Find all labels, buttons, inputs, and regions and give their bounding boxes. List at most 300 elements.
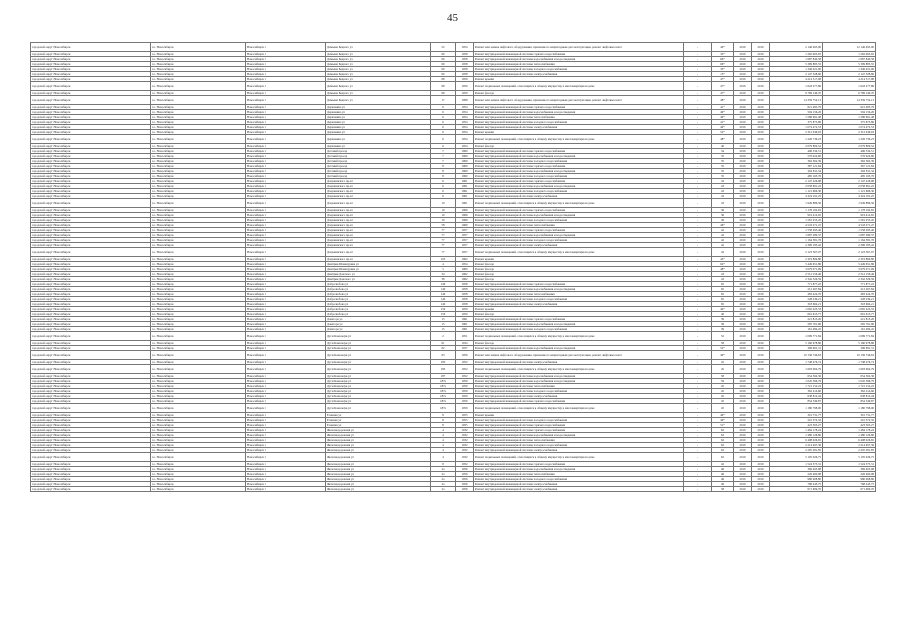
house-number-cell: 60 <box>431 72 456 77</box>
total-cost-cell: 221 815,20 <box>823 317 876 322</box>
plan-start-cell: 2019 <box>734 57 752 62</box>
cost-cell: 2 396 183,42 <box>770 243 823 248</box>
work-type-cell: Ремонт внутридомовой инженерной системы горячего водоснабжения <box>474 208 684 213</box>
plan-end-cell: 2019 <box>752 43 770 52</box>
plan-end-cell: 2019 <box>752 282 770 287</box>
dash-cell: - <box>684 292 712 297</box>
street-cell: Детский проезд <box>326 164 431 169</box>
year-built-cell: 1952 <box>456 462 474 467</box>
municipality-cell: городской округ Новосибирск <box>31 394 151 399</box>
municipality-cell: городской округ Новосибирск <box>31 307 151 312</box>
plan-start-cell: 2019 <box>734 179 752 184</box>
municipality-cell: городской округ Новосибирск <box>31 43 151 52</box>
house-number-cell: 4 <box>431 443 456 448</box>
total-cost-cell: 621 485,79 <box>823 105 876 110</box>
dash-cell: - <box>684 374 712 379</box>
dash-cell: - <box>684 228 712 233</box>
cost-cell: 1 164 381,76 <box>770 238 823 243</box>
year-built-cell: 1959 <box>456 82 474 91</box>
cost-cell: 654 362,36 <box>770 374 823 379</box>
street-cell: Дуси Ковальчук ул <box>326 379 431 384</box>
plan-end-cell: 2019 <box>752 467 770 472</box>
municipality-cell: городской округ Новосибирск <box>31 199 151 208</box>
house-number-cell: 187 <box>431 374 456 379</box>
total-cost-cell: 1 949 886,56 <box>823 199 876 208</box>
street-cell: Демьяна Бедного ул <box>326 43 431 52</box>
locality-cell: Новосибирск г <box>246 115 326 120</box>
municipality-cell: городской округ Новосибирск <box>31 110 151 115</box>
wear-percent-cell: 65 <box>712 292 734 297</box>
total-cost-cell: 212 267,84 <box>823 287 876 292</box>
plan-start-cell: 2019 <box>734 487 752 492</box>
plan-end-cell: 2019 <box>752 477 770 482</box>
year-built-cell: 1966 <box>456 213 474 218</box>
total-cost-cell: 2 342 326,59 <box>823 277 876 282</box>
street-cell: Державина ул <box>326 120 431 125</box>
municipality-cell: городской округ Новосибирск <box>31 115 151 120</box>
year-built-cell: 1961 <box>456 322 474 327</box>
work-type-cell: Ремонт внутридомовой инженерной системы холодного водоснабжения <box>474 67 684 72</box>
dash-cell: - <box>684 208 712 213</box>
settlement-cell: г.о. Новосибирск <box>151 199 246 208</box>
wear-percent-cell: 66* <box>712 57 734 62</box>
municipality-cell: городской округ Новосибирск <box>31 130 151 135</box>
year-built-cell: 1960 <box>456 164 474 169</box>
locality-cell: Новосибирск г <box>246 243 326 248</box>
work-type-cell: Ремонт внутридомовой инженерной системы горячего водоснабжения <box>474 399 684 404</box>
work-type-cell: Ремонт или замена лифтового оборудования, признанного непригодным для эксплуатации, ремонт лифтовых шахт <box>474 96 684 105</box>
dash-cell: - <box>684 327 712 332</box>
plan-start-cell: 2019 <box>734 384 752 389</box>
locality-cell: Новосибирск г <box>246 448 326 453</box>
plan-end-cell: 2019 <box>752 238 770 243</box>
plan-end-cell: 2019 <box>752 277 770 282</box>
dash-cell: - <box>684 477 712 482</box>
cost-cell: 671 609,70 <box>770 487 823 492</box>
cost-cell: 161 484,45 <box>770 327 823 332</box>
house-number-cell: 77 <box>431 243 456 248</box>
plan-end-cell: 2019 <box>752 360 770 365</box>
plan-start-cell: 2019 <box>734 317 752 322</box>
year-built-cell: 1954 <box>456 43 474 52</box>
street-cell: Железнодорожная ул <box>326 472 431 477</box>
plan-start-cell: 2019 <box>734 257 752 262</box>
plan-start-cell: 2019 <box>734 282 752 287</box>
street-cell: Железнодорожная ул <box>326 462 431 467</box>
plan-start-cell: 2019 <box>734 327 752 332</box>
house-number-cell: 61 <box>431 341 456 346</box>
plan-end-cell: 2019 <box>752 292 770 297</box>
year-built-cell: 1954 <box>456 135 474 144</box>
total-cost-cell: 5 160 978,86 <box>823 341 876 346</box>
wear-percent-cell: 43 <box>712 272 734 277</box>
plan-start-cell: 2019 <box>734 184 752 189</box>
dash-cell: - <box>684 399 712 404</box>
cost-cell: 919 412,65 <box>770 213 823 218</box>
street-cell: Есенина ул <box>326 418 431 423</box>
plan-end-cell: 2019 <box>752 213 770 218</box>
cost-cell: 1 065 423,33 <box>770 307 823 312</box>
street-cell: Державина ул <box>326 144 431 149</box>
plan-end-cell: 2019 <box>752 302 770 307</box>
total-cost-cell: 4 543 271,47 <box>823 223 876 228</box>
dash-cell: - <box>684 248 712 257</box>
cost-cell: 2 512 156,46 <box>770 272 823 277</box>
plan-start-cell: 2019 <box>734 267 752 272</box>
locality-cell: Новосибирск г <box>246 233 326 238</box>
plan-end-cell: 2019 <box>752 243 770 248</box>
wear-percent-cell: 36 <box>712 218 734 223</box>
cost-cell: 2 319 809,80 <box>770 257 823 262</box>
locality-cell: Новосибирск г <box>246 472 326 477</box>
street-cell: Добролюбова ул <box>326 292 431 297</box>
street-cell: Дзержинского пр-кт <box>326 213 431 218</box>
year-built-cell: 1955 <box>456 418 474 423</box>
plan-end-cell: 2019 <box>752 365 770 374</box>
table-row <box>31 332 876 341</box>
plan-start-cell: 2019 <box>734 135 752 144</box>
plan-end-cell: 2019 <box>752 257 770 262</box>
cost-cell: 1 226 736,23 <box>770 135 823 144</box>
total-cost-cell: 1 065 423,33 <box>823 307 876 312</box>
settlement-cell: г.о. Новосибирск <box>151 322 246 327</box>
dash-cell: - <box>684 184 712 189</box>
dash-cell: - <box>684 365 712 374</box>
plan-start-cell: 2019 <box>734 312 752 317</box>
street-cell: Дзержинского пр-кт <box>326 199 431 208</box>
total-cost-cell: 1 099 771,84 <box>823 332 876 341</box>
locality-cell: Новосибирск г <box>246 110 326 115</box>
plan-end-cell: 2019 <box>752 208 770 213</box>
plan-end-cell: 2019 <box>752 52 770 57</box>
plan-start-cell: 2019 <box>734 453 752 462</box>
locality-cell: Новосибирск г <box>246 332 326 341</box>
wear-percent-cell: 49* <box>712 115 734 120</box>
wear-percent-cell: 39 <box>712 327 734 332</box>
locality-cell: Новосибирск г <box>246 62 326 67</box>
cost-cell: 1 693 064,79 <box>770 365 823 374</box>
year-built-cell: 1959 <box>456 404 474 413</box>
locality-cell: Новосибирск г <box>246 91 326 96</box>
table-row <box>31 453 876 462</box>
locality-cell: Новосибирск г <box>246 57 326 62</box>
cost-cell: 5 399 885,55 <box>770 62 823 67</box>
work-type-cell: Ремонт внутридомовой инженерной системы электроснабжения <box>474 72 684 77</box>
dash-cell: - <box>684 218 712 223</box>
house-number-cell: 6 <box>431 110 456 115</box>
street-cell: Дзержинского пр-кт <box>326 248 431 257</box>
municipality-cell: городской округ Новосибирск <box>31 467 151 472</box>
plan-end-cell: 2019 <box>752 448 770 453</box>
dash-cell: - <box>684 223 712 228</box>
dash-cell: - <box>684 332 712 341</box>
year-built-cell: 1954 <box>456 262 474 267</box>
street-cell: Доватора ул <box>326 327 431 332</box>
plan-end-cell: 2019 <box>752 462 770 467</box>
cost-cell: 854 549,87 <box>770 399 823 404</box>
settlement-cell: г.о. Новосибирск <box>151 389 246 394</box>
plan-start-cell: 2019 <box>734 238 752 243</box>
settlement-cell: г.о. Новосибирск <box>151 213 246 218</box>
work-type-cell: Ремонт подвальных помещений, относящихся к общему имуществу в многоквартирном доме <box>474 365 684 374</box>
work-type-cell: Ремонт внутридомовой инженерной системы холодного водоснабжения <box>474 418 684 423</box>
street-cell: Державина ул <box>326 105 431 110</box>
total-cost-cell: 1 180 798,00 <box>823 404 876 413</box>
wear-percent-cell: 35 <box>712 159 734 164</box>
total-cost-cell: 1 558 293,40 <box>823 228 876 233</box>
work-type-cell: Ремонт внутридомовой инженерной системы теплоснабжения <box>474 223 684 228</box>
settlement-cell: г.о. Новосибирск <box>151 317 246 322</box>
plan-start-cell: 2019 <box>734 379 752 384</box>
year-built-cell: 1961 <box>456 194 474 199</box>
year-built-cell: 1960 <box>456 149 474 154</box>
municipality-cell: городской округ Новосибирск <box>31 399 151 404</box>
wear-percent-cell: 43 <box>712 199 734 208</box>
street-cell: Дуси Ковальчук ул <box>326 389 431 394</box>
plan-start-cell: 2019 <box>734 248 752 257</box>
locality-cell: Новосибирск г <box>246 223 326 228</box>
dash-cell: - <box>684 96 712 105</box>
plan-end-cell: 2019 <box>752 82 770 91</box>
settlement-cell: г.о. Новосибирск <box>151 154 246 159</box>
cost-cell: 2 146 495,00 <box>770 43 823 52</box>
settlement-cell: г.о. Новосибирск <box>151 297 246 302</box>
municipality-cell: городской округ Новосибирск <box>31 179 151 184</box>
dash-cell: - <box>684 243 712 248</box>
dash-cell: - <box>684 404 712 413</box>
locality-cell: Новосибирск г <box>246 379 326 384</box>
house-number-cell: 63 <box>431 351 456 360</box>
settlement-cell: г.о. Новосибирск <box>151 169 246 174</box>
plan-end-cell: 2019 <box>752 67 770 72</box>
cost-cell: 576 924,60 <box>770 154 823 159</box>
street-cell: Добролюбова ул <box>326 307 431 312</box>
plan-end-cell: 2019 <box>752 218 770 223</box>
house-number-cell: 52 <box>431 43 456 52</box>
total-cost-cell: 262 811,34 <box>823 169 876 174</box>
dash-cell: - <box>684 115 712 120</box>
wear-percent-cell: 45 <box>712 399 734 404</box>
plan-end-cell: 2019 <box>752 322 770 327</box>
plan-end-cell: 2019 <box>752 135 770 144</box>
locality-cell: Новосибирск г <box>246 272 326 277</box>
street-cell: Железнодорожная ул <box>326 443 431 448</box>
wear-percent-cell: 62 <box>712 448 734 453</box>
wear-percent-cell: 45 <box>712 365 734 374</box>
house-number-cell: 187а <box>431 384 456 389</box>
dash-cell: - <box>684 307 712 312</box>
house-number-cell: 150 <box>431 307 456 312</box>
street-cell: Детский проезд <box>326 149 431 154</box>
locality-cell: Новосибирск г <box>246 144 326 149</box>
locality-cell: Новосибирск г <box>246 282 326 287</box>
locality-cell: Новосибирск г <box>246 482 326 487</box>
wear-percent-cell: 48* <box>712 267 734 272</box>
plan-end-cell: 2019 <box>752 341 770 346</box>
street-cell: Дзержинского пр-кт <box>326 243 431 248</box>
locality-cell: Новосибирск г <box>246 67 326 72</box>
wear-percent-cell: 62 <box>712 438 734 443</box>
street-cell: Державина ул <box>326 115 431 120</box>
house-number-cell: 140 <box>431 282 456 287</box>
work-type-cell: Ремонт внутридомовой инженерной системы горячего водоснабжения <box>474 462 684 467</box>
wear-percent-cell: 36 <box>712 208 734 213</box>
dash-cell: - <box>684 77 712 82</box>
street-cell: Доватора ул <box>326 317 431 322</box>
plan-end-cell: 2019 <box>752 184 770 189</box>
plan-start-cell: 2019 <box>734 43 752 52</box>
cost-cell: 638 812,44 <box>770 394 823 399</box>
municipality-cell: городской округ Новосибирск <box>31 208 151 213</box>
municipality-cell: городской округ Новосибирск <box>31 189 151 194</box>
house-number-cell: 77 <box>431 248 456 257</box>
wear-percent-cell: 48* <box>712 96 734 105</box>
total-cost-cell: 768 243,75 <box>823 482 876 487</box>
wear-percent-cell: 65 <box>712 302 734 307</box>
settlement-cell: г.о. Новосибирск <box>151 159 246 164</box>
house-number-cell: 140 <box>431 302 456 307</box>
total-cost-cell: 1 748 476,74 <box>823 360 876 365</box>
municipality-cell: городской округ Новосибирск <box>31 433 151 438</box>
house-number-cell: 6 <box>431 179 456 184</box>
plan-end-cell: 2019 <box>752 96 770 105</box>
dash-cell: - <box>684 82 712 91</box>
plan-start-cell: 2019 <box>734 322 752 327</box>
locality-cell: Новосибирск г <box>246 43 326 52</box>
dash-cell: - <box>684 110 712 115</box>
house-number-cell: 60 <box>431 57 456 62</box>
house-number-cell: 6 <box>431 130 456 135</box>
cost-cell: 1 721 152,22 <box>770 384 823 389</box>
settlement-cell: г.о. Новосибирск <box>151 248 246 257</box>
dash-cell: - <box>684 179 712 184</box>
locality-cell: Новосибирск г <box>246 477 326 482</box>
cost-cell: 318 662,21 <box>770 302 823 307</box>
work-type-cell: Ремонт фасада <box>474 312 684 317</box>
municipality-cell: городской округ Новосибирск <box>31 404 151 413</box>
work-type-cell: Ремонт крыши <box>474 77 684 82</box>
dash-cell: - <box>684 105 712 110</box>
municipality-cell: городской округ Новосибирск <box>31 169 151 174</box>
wear-percent-cell: 62 <box>712 453 734 462</box>
cost-cell: 621 485,79 <box>770 105 823 110</box>
house-number-cell: 7 <box>431 159 456 164</box>
cost-cell: 228 239,21 <box>770 297 823 302</box>
settlement-cell: г.о. Новосибирск <box>151 312 246 317</box>
dash-cell: - <box>684 135 712 144</box>
dash-cell: - <box>684 467 712 472</box>
wear-percent-cell: 48* <box>712 135 734 144</box>
work-type-cell: Ремонт внутридомовой инженерной системы холодного водоснабжения <box>474 443 684 448</box>
dash-cell: - <box>684 194 712 199</box>
dash-cell: - <box>684 462 712 467</box>
work-type-cell: Ремонт внутридомовой инженерной системы горячего водоснабжения <box>474 423 684 428</box>
street-cell: Дуси Ковальчук ул <box>326 399 431 404</box>
table-row <box>31 351 876 360</box>
total-cost-cell: 2 214 497,36 <box>823 443 876 448</box>
cost-cell: 594 156,26 <box>770 110 823 115</box>
locality-cell: Новосибирск г <box>246 399 326 404</box>
cost-cell: 1 180 798,00 <box>770 404 823 413</box>
work-type-cell: Ремонт или замена лифтового оборудования, признанного непригодным для эксплуатации, ремонт лифтовых шахт <box>474 351 684 360</box>
work-type-cell: Ремонт внутридомовой инженерной системы горячего водоснабжения <box>474 179 684 184</box>
work-type-cell: Ремонт подвальных помещений, относящихся к общему имуществу в многоквартирном доме <box>474 135 684 144</box>
year-built-cell: 1934 <box>456 341 474 346</box>
table-row <box>31 487 876 492</box>
municipality-cell: городской округ Новосибирск <box>31 277 151 282</box>
work-type-cell: Ремонт крыши <box>474 307 684 312</box>
locality-cell: Новосибирск г <box>246 120 326 125</box>
plan-end-cell: 2019 <box>752 115 770 120</box>
plan-start-cell: 2019 <box>734 351 752 360</box>
plan-end-cell: 2019 <box>752 346 770 351</box>
plan-start-cell: 2019 <box>734 297 752 302</box>
municipality-cell: городской округ Новосибирск <box>31 248 151 257</box>
dash-cell: - <box>684 433 712 438</box>
year-built-cell: 1960 <box>456 159 474 164</box>
work-type-cell: Ремонт внутридомовой инженерной системы холодного водоснабжения <box>474 174 684 179</box>
plan-start-cell: 2019 <box>734 307 752 312</box>
plan-start-cell: 2019 <box>734 228 752 233</box>
plan-start-cell: 2019 <box>734 462 752 467</box>
plan-start-cell: 2019 <box>734 287 752 292</box>
locality-cell: Новосибирск г <box>246 213 326 218</box>
settlement-cell: г.о. Новосибирск <box>151 164 246 169</box>
total-cost-cell: 671 609,70 <box>823 487 876 492</box>
work-type-cell: Ремонт внутридомовой инженерной системы теплоснабжения <box>474 472 684 477</box>
cost-cell: 423 505,27 <box>770 423 823 428</box>
settlement-cell: г.о. Новосибирск <box>151 277 246 282</box>
work-type-cell: Ремонт внутридомовой инженерной системы водоснабжения и водоотведения <box>474 154 684 159</box>
plan-end-cell: 2019 <box>752 312 770 317</box>
dash-cell: - <box>684 52 712 57</box>
year-built-cell: 1959 <box>456 394 474 399</box>
work-type-cell: Ремонт внутридомовой инженерной системы горячего водоснабжения <box>474 228 684 233</box>
locality-cell: Новосибирск г <box>246 438 326 443</box>
year-built-cell: 1932 <box>456 453 474 462</box>
dash-cell: - <box>684 277 712 282</box>
work-type-cell: Ремонт внутридомовой инженерной системы водоснабжения и водоотведения <box>474 374 684 379</box>
plan-start-cell: 2019 <box>734 302 752 307</box>
wear-percent-cell: 66* <box>712 62 734 67</box>
plan-end-cell: 2019 <box>752 384 770 389</box>
locality-cell: Новосибирск г <box>246 149 326 154</box>
house-number-cell: 77 <box>431 233 456 238</box>
house-number-cell: 187а <box>431 379 456 384</box>
plan-end-cell: 2019 <box>752 317 770 322</box>
plan-end-cell: 2019 <box>752 57 770 62</box>
cost-cell: 2 312 046,93 <box>770 130 823 135</box>
plan-start-cell: 2019 <box>734 389 752 394</box>
work-type-cell: Ремонт фасада <box>474 91 684 96</box>
settlement-cell: г.о. Новосибирск <box>151 341 246 346</box>
cost-cell: 1 480 126,80 <box>770 433 823 438</box>
total-cost-cell: 2 512 156,46 <box>823 272 876 277</box>
total-cost-cell: 691 613,77 <box>823 312 876 317</box>
plan-end-cell: 2019 <box>752 394 770 399</box>
total-cost-cell: 14 359 754,13 <box>823 96 876 105</box>
year-built-cell: 1961 <box>456 317 474 322</box>
municipality-cell: городской округ Новосибирск <box>31 72 151 77</box>
plan-start-cell: 2019 <box>734 159 752 164</box>
plan-end-cell: 2019 <box>752 428 770 433</box>
house-number-cell: 6 <box>431 184 456 189</box>
cost-cell: 4 214 517,08 <box>770 77 823 82</box>
settlement-cell: г.о. Новосибирск <box>151 194 246 199</box>
municipality-cell: городской округ Новосибирск <box>31 487 151 492</box>
house-number-cell: 187а <box>431 404 456 413</box>
wear-percent-cell: 46 <box>712 472 734 477</box>
